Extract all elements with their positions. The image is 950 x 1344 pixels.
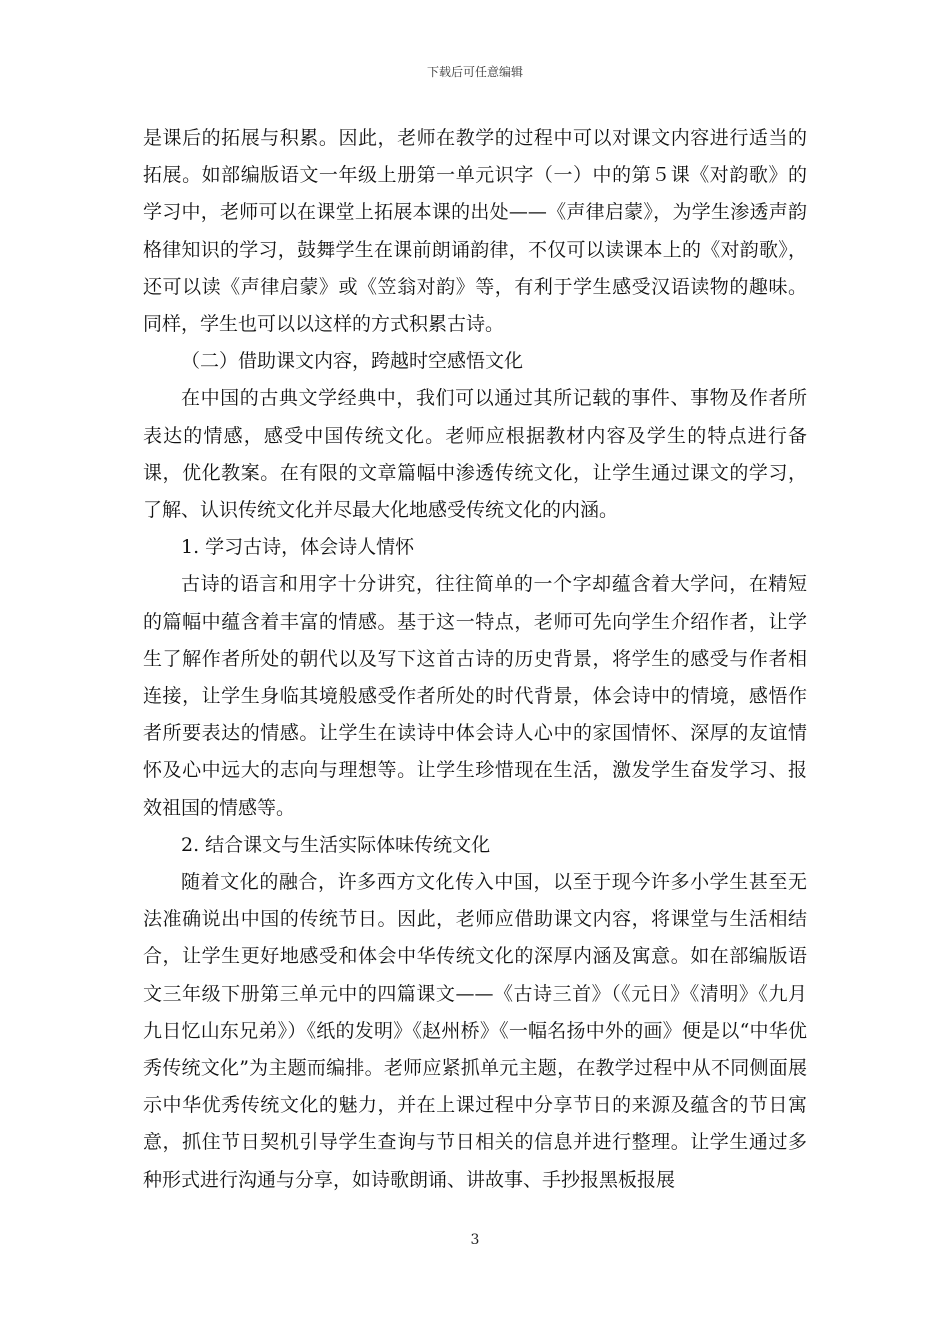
paragraph-intro: 在中国的古典文学经典中，我们可以通过其所记载的事件、事物及作者所表达的情感，感受中国传统文化。老师应根据教材内容及学生的特点进行备课，优化教案。在有限的文章篇幅中渗透传统文化，让学生通过课文的学习，了解、认识传统文化并尽最大化地感受传统文化的内涵。 [143, 387, 807, 522]
paragraph-culture: 随着文化的融合，许多西方文化传入中国，以至于现今许多小学生甚至无法准确说出中国的传统节日。因此，老师应借助课文内容，将课堂与生活相结合，让学生更好地感受和体会中华传统文化的深厚内涵及寓意。如在部编版语文三年级下册第三单元中的四篇课文——《古诗三首》（《元日》《清明》《九月九日忆山东兄弟》）《纸的发明》《赵州桥》《一幅名扬中外的画》便是以“中华优秀传统文化”为主题而编排。老师应紧抓单元主题，在教学过程中从不同侧面展示中华优秀传统文化的魅力，并在上课过程中分享节日的来源及蕴含的节日寓意，抓住节日契机引导学生查询与节日相关的信息并进行整理。让学生通过多种形式进行沟通与分享，如诗歌朗诵、讲故事、手抄报黑板报展 [143, 871, 807, 1191]
section-heading-2: （二）借助课文内容，跨越时空感悟文化 [181, 350, 524, 373]
paragraph-continuation: 是课后的拓展与积累。因此，老师在教学的过程中可以对课文内容进行适当的拓展。如部编版语文一年级上册第一单元识字（一）中的第５课《对韵歌》的学习中，老师可以在课堂上拓展本课的出处——《声律启蒙》，为学生渗透声韵格律知识的学习，鼓舞学生在课前朗诵韵律，不仅可以读课本上的《对韵歌》，还可以读《声律启蒙》或《笠翁对韵》等，有利于学生感受汉语读物的趣味。同样，学生也可以以这样的方式积累古诗。 [143, 127, 807, 336]
subheading-2: 2. 结合课文与生活实际体味传统文化 [181, 833, 491, 856]
page-number: 3 [470, 1232, 480, 1248]
subheading-1: 1. 学习古诗，体会诗人情怀 [181, 536, 415, 559]
document-body [143, 120, 807, 1199]
page-header-note: 下载后可任意编辑 [426, 65, 523, 79]
paragraph-poetry: 古诗的语言和用字十分讲究，往往简单的一个字却蕴含着大学问，在精短的篇幅中蕴含着丰富的情感。基于这一特点，老师可先向学生介绍作者，让学生了解作者所处的朝代以及写下这首古诗的历史背景，将学生的感受与作者相连接，让学生身临其境般感受作者所处的时代背景，体会诗中的情境，感悟作者所要表达的情感。让学生在读诗中体会诗人心中的家国情怀、深厚的友谊情怀及心中远大的志向与理想等。让学生珍惜现在生活，激发学生奋发学习、报效祖国的情感等。 [143, 573, 807, 819]
